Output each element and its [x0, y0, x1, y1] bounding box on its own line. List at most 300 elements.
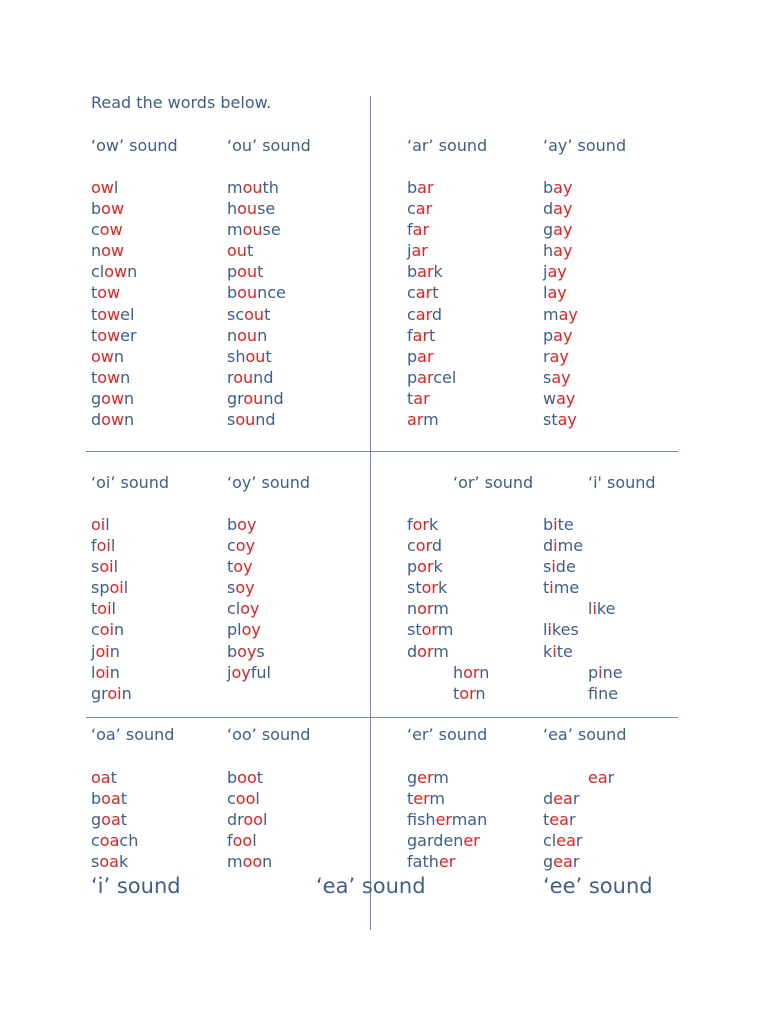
- word: [407, 198, 456, 219]
- word: [91, 409, 137, 430]
- sound-letters: i: [551, 557, 556, 577]
- word-letters: cl: [543, 831, 557, 851]
- word: [407, 177, 456, 198]
- word: [91, 788, 138, 809]
- sound-letters: or: [421, 578, 438, 598]
- sound-letters: ou: [227, 241, 247, 261]
- word: [543, 198, 578, 219]
- word-letters: p: [407, 367, 418, 387]
- word-letters: n: [479, 662, 490, 682]
- word: [91, 261, 137, 282]
- word-letters: j: [91, 641, 96, 661]
- word-letters: r: [572, 789, 580, 809]
- sound-letters: oy: [241, 620, 261, 640]
- word-letters: t: [227, 557, 234, 577]
- column-header: ‘ou’ sound: [227, 136, 311, 155]
- word-letters: w: [543, 388, 557, 408]
- vertical-divider: [370, 96, 371, 930]
- sound-letters: oy: [231, 662, 251, 682]
- word-letters: b: [543, 515, 554, 534]
- word: [407, 598, 489, 619]
- word-letters: k: [433, 557, 443, 577]
- sound-letters: ea: [556, 831, 576, 851]
- word-letters: c: [407, 283, 416, 303]
- word-letters: nd: [255, 410, 276, 430]
- word: [407, 851, 487, 872]
- word-letters: st: [407, 578, 422, 598]
- word: [91, 219, 137, 240]
- sound-letters: ow: [97, 283, 121, 303]
- sound-letters: oi: [99, 557, 114, 577]
- word-letters: t: [91, 367, 98, 387]
- word-list: [543, 514, 623, 704]
- word-letters: h: [453, 662, 464, 682]
- word-letters: d: [431, 304, 443, 324]
- word: [543, 767, 614, 788]
- word-letters: n: [262, 852, 273, 872]
- word-letters: t: [407, 388, 414, 408]
- word-letters: garden: [407, 831, 464, 851]
- word-letters: m: [437, 620, 454, 640]
- sound-letters: ou: [237, 199, 258, 219]
- word-letters: s: [227, 410, 236, 430]
- word: [543, 282, 578, 303]
- word-letters: p: [588, 662, 599, 682]
- word-letters: t: [265, 346, 272, 366]
- word-letters: pl: [227, 620, 242, 640]
- word-letters: er: [120, 325, 137, 345]
- word-letters: s: [227, 578, 236, 598]
- word-letters: l: [588, 599, 593, 619]
- word-letters: k: [543, 641, 553, 661]
- sound-letters: ow: [91, 178, 114, 197]
- word-letters: h: [543, 241, 554, 261]
- word-letters: me: [557, 536, 584, 556]
- word-letters: g: [91, 388, 102, 408]
- word: [407, 388, 456, 409]
- word-list: [227, 177, 286, 430]
- sound-letters: oa: [101, 789, 121, 809]
- word: [91, 346, 137, 367]
- word-letters: el: [120, 304, 135, 324]
- word: [543, 219, 578, 240]
- word: [407, 830, 487, 851]
- word-letters: b: [407, 262, 418, 282]
- word: [407, 325, 456, 346]
- word-letters: t: [453, 683, 460, 703]
- word-letters: c: [91, 220, 100, 240]
- sound-letters: ou: [237, 325, 258, 345]
- word-letters: me: [553, 578, 580, 598]
- column-header: ‘ow’ sound: [91, 136, 178, 155]
- sound-letters: ay: [556, 388, 576, 408]
- word-letters: de: [555, 557, 576, 577]
- word: [543, 809, 614, 830]
- sound-letters: ow: [101, 241, 125, 261]
- sound-letters: oy: [237, 641, 257, 661]
- word-letters: c: [407, 199, 416, 219]
- sound-letters: ar: [417, 367, 434, 387]
- word-letters: s: [91, 852, 100, 872]
- word-letters: fath: [407, 852, 439, 872]
- sound-letters: oi: [96, 536, 111, 556]
- sound-letters: ow: [91, 346, 114, 366]
- word: [91, 388, 137, 409]
- word: [407, 282, 456, 303]
- word-letters: r: [607, 768, 615, 787]
- word: [407, 367, 456, 388]
- word-letters: k: [433, 262, 443, 282]
- sound-letters: ow: [97, 325, 121, 345]
- sound-letters: ea: [588, 768, 608, 787]
- word: [543, 535, 623, 556]
- sound-letters: oa: [101, 810, 121, 830]
- word-letters: ke: [596, 599, 616, 619]
- column-header: ‘or’ sound: [453, 473, 534, 492]
- sound-letters: ow: [101, 199, 125, 219]
- word: [227, 282, 286, 303]
- sound-letters: ay: [551, 367, 571, 387]
- word-letters: l: [255, 789, 260, 809]
- word-letters: l: [262, 810, 268, 830]
- sound-letters: ar: [417, 262, 434, 282]
- word-letters: n: [124, 388, 135, 408]
- word-letters: m: [433, 768, 449, 787]
- word: [407, 577, 489, 598]
- word: [91, 282, 137, 303]
- sound-letters: oo: [235, 789, 256, 809]
- word-letters: n: [91, 241, 102, 261]
- word-letters: sp: [91, 578, 110, 598]
- word-letters: l: [123, 578, 129, 598]
- word-letters: r: [227, 367, 234, 387]
- word: [227, 219, 286, 240]
- word: [407, 304, 456, 325]
- word: [227, 556, 271, 577]
- word-letters: kes: [551, 620, 579, 640]
- word-letters: f: [407, 325, 413, 345]
- word-letters: te: [557, 515, 574, 534]
- column-header: ‘ea’ sound: [543, 725, 627, 744]
- word: [91, 367, 137, 388]
- word-letters: j: [407, 241, 412, 261]
- word-letters: f: [407, 220, 413, 240]
- word: [407, 514, 489, 535]
- word-letters: ne: [598, 683, 619, 703]
- word-letters: th: [262, 178, 279, 197]
- sound-letters: er: [417, 768, 434, 787]
- column-header: ‘oa’ sound: [91, 725, 175, 744]
- sound-letters: or: [459, 683, 476, 703]
- word-letters: t: [91, 283, 98, 303]
- sound-letters: ay: [557, 410, 577, 430]
- word-list: [91, 177, 137, 430]
- sound-letters: i: [549, 578, 554, 598]
- word-letters: d: [407, 641, 418, 661]
- word-letters: ful: [250, 662, 271, 682]
- word: [91, 240, 137, 261]
- word-letters: r: [572, 852, 580, 872]
- word: [227, 388, 286, 409]
- word-letters: n: [113, 346, 125, 366]
- word-letters: c: [91, 831, 100, 851]
- word-letters: d: [543, 789, 554, 809]
- word-letters: l: [543, 283, 548, 303]
- word: [227, 367, 286, 388]
- word: [543, 346, 578, 367]
- sound-letters: ou: [235, 410, 256, 430]
- word: [91, 830, 138, 851]
- instructions: Read the words below.: [91, 93, 272, 112]
- word-letters: n: [475, 683, 486, 703]
- word: [227, 177, 286, 198]
- word: [543, 514, 623, 535]
- word-letters: d: [543, 536, 554, 556]
- word-letters: n: [114, 620, 125, 640]
- word-letters: c: [91, 620, 100, 640]
- word-letters: nd: [263, 388, 284, 408]
- sound-letters: ar: [411, 241, 428, 261]
- sound-letters: ow: [101, 388, 125, 408]
- sound-letters: ow: [99, 220, 123, 240]
- word-letters: m: [543, 304, 559, 324]
- word-letters: t: [543, 810, 550, 830]
- sound-letters: ay: [553, 325, 573, 345]
- sound-letters: ar: [412, 325, 430, 345]
- word-letters: c: [407, 536, 416, 556]
- word-list: [91, 767, 138, 872]
- sound-letters: oy: [235, 536, 256, 556]
- word-letters: t: [110, 768, 117, 787]
- word-letters: t: [429, 325, 436, 345]
- word-letters: sc: [227, 304, 245, 324]
- sound-letters: ou: [233, 367, 254, 387]
- word-letters: st: [407, 620, 422, 640]
- sound-letters: ou: [242, 220, 263, 240]
- word-letters: b: [227, 641, 238, 661]
- word: [543, 409, 578, 430]
- word: [91, 809, 138, 830]
- word-letters: l: [110, 536, 116, 556]
- word-letters: f: [407, 515, 413, 534]
- word-list: [407, 177, 456, 430]
- word-letters: p: [227, 262, 238, 282]
- word: [91, 177, 137, 198]
- word: [543, 641, 623, 662]
- word-letters: b: [227, 515, 238, 534]
- word-letters: cl: [91, 262, 105, 282]
- word: [227, 809, 272, 830]
- sound-letters: i: [553, 536, 558, 556]
- word: [91, 325, 137, 346]
- column-header: ‘ar’ sound: [407, 136, 488, 155]
- bottom-header-ea: ‘ea’ sound: [316, 874, 426, 898]
- word: [227, 535, 271, 556]
- word: [543, 830, 614, 851]
- word-list: [407, 514, 489, 704]
- word: [543, 556, 623, 577]
- sound-letters: er: [463, 831, 480, 851]
- sound-letters: i: [547, 620, 552, 640]
- sound-letters: or: [417, 641, 434, 661]
- word-letters: ne: [602, 662, 623, 682]
- sound-letters: oa: [91, 768, 111, 787]
- sound-letters: oi: [95, 641, 110, 661]
- word-letters: t: [120, 810, 128, 830]
- word: [543, 177, 578, 198]
- word-letters: fish: [407, 810, 436, 830]
- sound-letters: ar: [415, 199, 433, 219]
- sound-letters: ay: [553, 178, 573, 197]
- word: [227, 788, 272, 809]
- word-letters: n: [109, 641, 120, 661]
- sound-letters: or: [415, 536, 432, 556]
- word-letters: s: [91, 557, 100, 577]
- word: [407, 535, 489, 556]
- sound-letters: ou: [244, 304, 265, 324]
- word-letters: b: [543, 178, 554, 197]
- sound-letters: or: [417, 599, 434, 619]
- word-letters: l: [543, 620, 548, 640]
- word-letters: l: [252, 831, 257, 851]
- word: [91, 514, 132, 535]
- word-letters: l: [113, 178, 119, 197]
- word-letters: p: [407, 557, 418, 577]
- sound-letters: ar: [417, 178, 434, 197]
- word: [543, 598, 623, 619]
- word: [91, 641, 132, 662]
- word: [91, 767, 138, 788]
- word-letters: p: [407, 346, 418, 366]
- sound-letters: ea: [553, 852, 573, 872]
- word: [543, 619, 623, 640]
- word-letters: st: [543, 410, 558, 430]
- word: [227, 577, 271, 598]
- word-letters: j: [543, 262, 548, 282]
- horizontal-divider-2: [86, 717, 678, 718]
- sound-letters: oi: [107, 683, 122, 703]
- word-letters: d: [91, 410, 102, 430]
- word-letters: t: [246, 241, 254, 261]
- bottom-header-i: ‘i’ sound: [91, 874, 181, 898]
- sound-letters: ea: [553, 789, 573, 809]
- word: [227, 851, 272, 872]
- sound-letters: ay: [547, 283, 567, 303]
- word: [227, 514, 271, 535]
- word: [227, 240, 286, 261]
- sound-letters: ar: [413, 388, 430, 408]
- sound-letters: ar: [412, 220, 430, 240]
- sound-letters: ow: [97, 367, 121, 387]
- word-letters: sh: [227, 346, 246, 366]
- sound-letters: oo: [242, 852, 263, 872]
- word-letters: d: [543, 199, 554, 219]
- word: [543, 261, 578, 282]
- word: [543, 788, 614, 809]
- word-letters: r: [575, 831, 583, 851]
- word: [543, 304, 578, 325]
- word-letters: k: [437, 578, 448, 598]
- word: [227, 641, 271, 662]
- column-header: ‘ay’ sound: [543, 136, 627, 155]
- sound-letters: oi: [99, 620, 115, 640]
- sound-letters: er: [413, 789, 430, 809]
- sound-letters: or: [417, 557, 434, 577]
- word-letters: gr: [227, 388, 244, 408]
- word: [91, 556, 132, 577]
- word-letters: t: [407, 789, 414, 809]
- sound-letters: ou: [243, 388, 264, 408]
- word: [407, 556, 489, 577]
- word-letters: s: [256, 641, 265, 661]
- word-letters: te: [556, 641, 573, 661]
- word-letters: b: [227, 768, 238, 787]
- sound-letters: or: [421, 620, 438, 640]
- word: [407, 788, 487, 809]
- word-letters: cel: [433, 367, 457, 387]
- word: [407, 261, 456, 282]
- word: [407, 641, 489, 662]
- word: [543, 240, 578, 261]
- column-header: ‘i' sound: [588, 473, 656, 492]
- word-letters: m: [433, 641, 449, 661]
- word-letters: k: [429, 515, 439, 534]
- word: [227, 198, 286, 219]
- word-letters: f: [227, 831, 233, 851]
- word-letters: t: [264, 304, 271, 324]
- sound-letters: ay: [553, 241, 573, 261]
- word: [227, 409, 286, 430]
- word: [407, 409, 456, 430]
- word-list: [227, 767, 272, 872]
- sound-letters: ar: [417, 346, 434, 366]
- sound-letters: ay: [553, 199, 573, 219]
- word: [91, 662, 132, 683]
- word-letters: t: [256, 768, 264, 787]
- sound-letters: ay: [558, 304, 578, 324]
- word-letters: b: [407, 178, 418, 197]
- word: [227, 346, 286, 367]
- horizontal-divider-1: [86, 451, 678, 452]
- word: [91, 683, 132, 704]
- word: [407, 662, 489, 683]
- sound-letters: ou: [242, 178, 263, 197]
- word-letters: gr: [91, 683, 108, 703]
- sound-letters: ow: [101, 410, 125, 430]
- word-letters: n: [407, 599, 418, 619]
- sound-letters: i: [553, 515, 558, 534]
- word-list: [227, 514, 271, 683]
- sound-letters: ar: [407, 410, 424, 430]
- word: [543, 325, 578, 346]
- word: [227, 767, 272, 788]
- word: [407, 240, 456, 261]
- word: [543, 851, 614, 872]
- word-letters: nd: [253, 367, 274, 387]
- word-letters: b: [227, 283, 238, 303]
- sound-letters: ou: [245, 346, 266, 366]
- word: [227, 662, 271, 683]
- column-header: ‘oy’ sound: [227, 473, 311, 492]
- word: [91, 619, 132, 640]
- word-letters: c: [227, 789, 236, 809]
- sound-letters: oi: [109, 578, 124, 598]
- sound-letters: ea: [549, 810, 569, 830]
- word-letters: n: [109, 662, 120, 682]
- sound-letters: i: [592, 599, 597, 619]
- word-letters: s: [543, 557, 552, 577]
- word-letters: g: [407, 768, 418, 787]
